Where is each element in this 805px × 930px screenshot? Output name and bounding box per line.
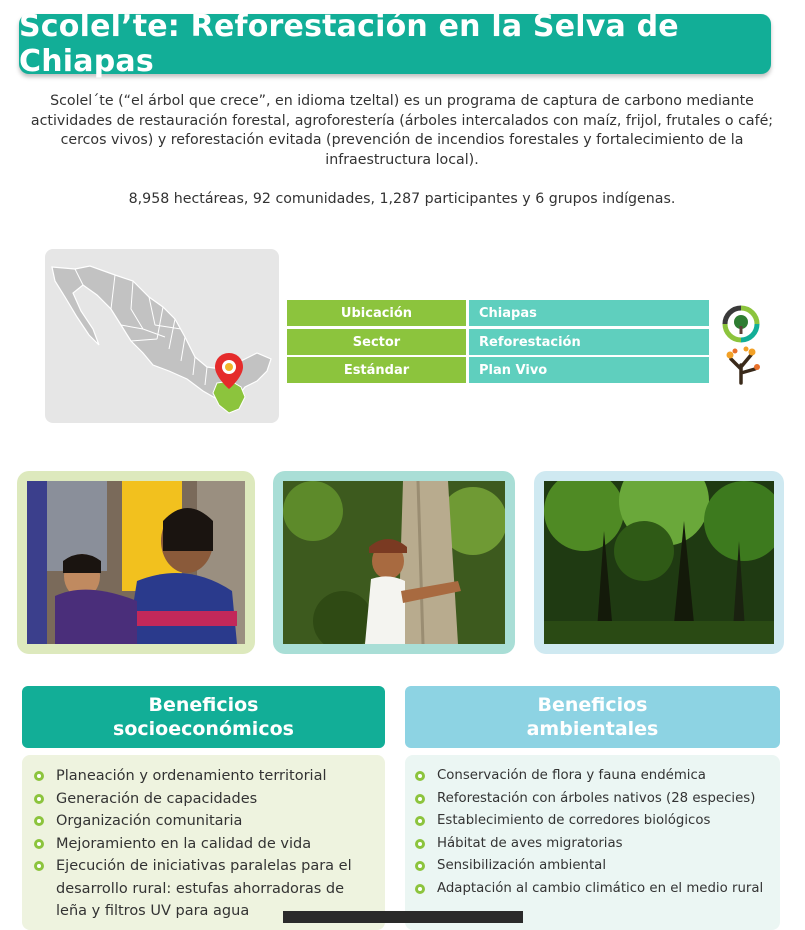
info-value: Plan Vivo [469,357,709,383]
bullet-icon [415,794,425,804]
socio-heading-line2: socioeconómicos [113,718,294,740]
ambiental-heading-line2: ambientales [526,718,659,740]
list-item: Adaptación al cambio climático en el medio rural [415,878,775,901]
info-label: Estándar [287,357,466,383]
photo-frame-forest [534,471,784,654]
bullet-icon [415,771,425,781]
ambiental-heading-line1: Beneficios [537,694,648,716]
photo-frame-man-tree [273,471,515,654]
ambiental-list [415,765,775,900]
list-item: Generación de capacidades [34,788,369,811]
list-item: Ejecución de iniciativas paralelas para el desarrollo rural: estufas ahorradoras de leña y filtros UV para agua [34,855,369,923]
bullet-icon [34,771,44,781]
info-row-estandar [287,357,709,383]
info-label: Ubicación [287,300,466,326]
info-label: Sector [287,329,466,355]
bullet-icon [415,816,425,826]
stats-line: 8,958 hectáreas, 92 comunidades, 1,287 participantes y 6 grupos indígenas. [128,191,676,207]
list-item: Mejoramiento en la calidad de vida [34,833,369,856]
forest-photo [544,481,774,644]
info-row-sector [287,329,709,355]
list-item: Conservación de flora y fauna endémica [415,765,775,788]
info-value: Reforestación [469,329,709,355]
socio-heading-line1: Beneficios [148,694,259,716]
list-item: Hábitat de aves migratorias [415,833,775,856]
socio-heading [22,686,385,748]
mexico-map-svg [45,249,279,423]
title-banner [19,9,771,79]
page-title: Scolel’te: Reforestación en la Selva de Chiapas [19,9,679,79]
info-row-ubicacion [287,300,709,326]
list-item: Establecimiento de corredores biológicos [415,810,775,833]
bullet-icon [34,861,44,871]
list-item: Planeación y ordenamiento territorial [34,765,369,788]
man-tree-photo-svg [283,481,505,644]
women-photo-svg [27,481,245,644]
bullet-icon [415,861,425,871]
ambiental-list-box [405,755,780,930]
list-item: Sensibilización ambiental [415,855,775,878]
list-item: Organización comunitaria [34,810,369,833]
women-photo [27,481,245,644]
dark-overlay-tab [283,911,523,923]
intro-paragraph: Scolel´te (“el árbol que crece”, en idioma tzeltal) es un programa de captura de carbono mediante actividades de restauración forestal, agroforestería (árboles intercalados con maíz, frijol, frutales o café; cercos vivos) y reforestación evitada (prevención de incendios forestales y fortalecimiento de la infraestructura local). [30,93,774,168]
socio-list [34,765,369,923]
recycle-tree-icon [721,304,761,344]
info-value: Chiapas [469,300,709,326]
forest-photo-svg [544,481,774,644]
man-hugging-tree-photo [283,481,505,644]
growing-tree-icon [721,345,763,385]
bullet-icon [34,794,44,804]
bullet-icon [415,839,425,849]
ambiental-heading [405,686,780,748]
bullet-icon [415,884,425,894]
socio-list-box [22,755,385,930]
bullet-icon [34,816,44,826]
list-item: Reforestación con árboles nativos (28 especies) [415,788,775,811]
photo-frame-women [17,471,255,654]
mexico-map [45,249,279,423]
bullet-icon [34,839,44,849]
